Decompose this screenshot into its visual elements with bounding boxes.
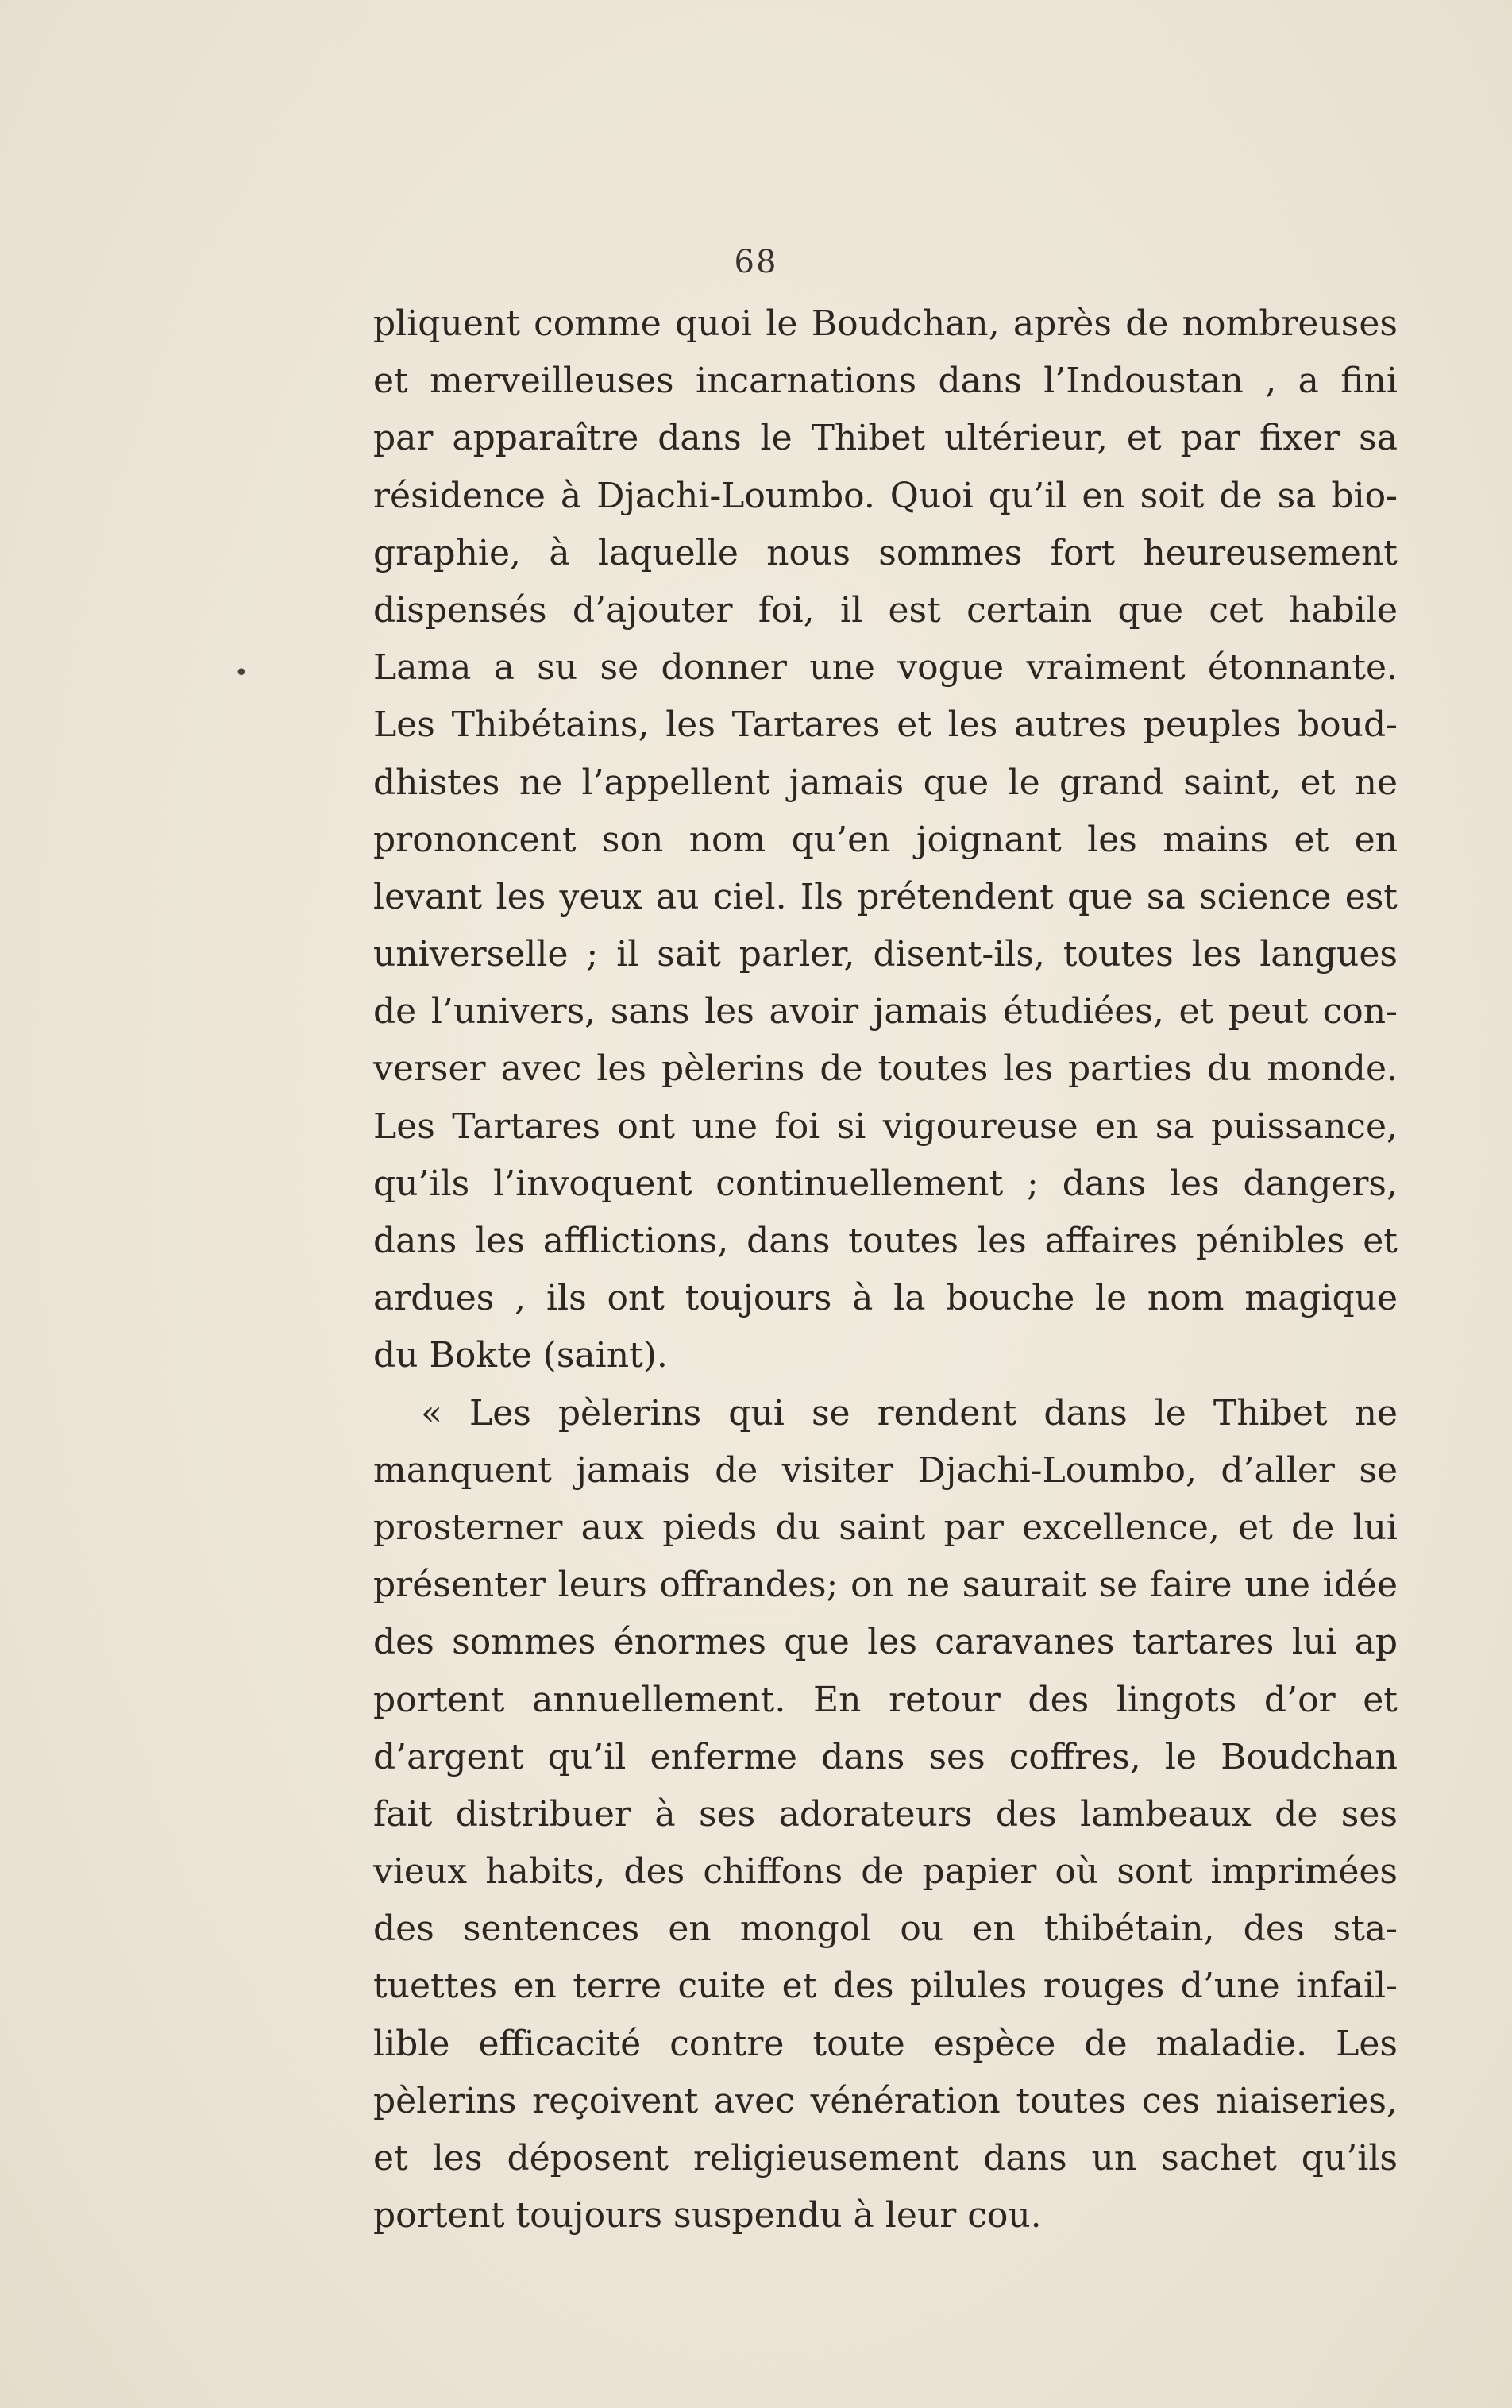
text-line: de l’univers, sans les avoir jamais étudiées, et peut con- <box>373 991 1398 1032</box>
text-line: pèlerins reçoivent avec vénération toutes ces niaiseries, <box>373 2080 1398 2121</box>
text-line: tuettes en terre cuite et des pilules rouges d’une infail- <box>373 1966 1398 2007</box>
text-line: dhistes ne l’appellent jamais que le grand saint, et ne <box>373 762 1398 803</box>
margin-mark: • <box>234 659 249 687</box>
text-line: universelle ; il sait parler, disent-ils, toutes les langues <box>373 934 1398 975</box>
text-line: levant les yeux au ciel. Ils prétendent que sa science est <box>373 876 1398 917</box>
text-line: fait distribuer à ses adorateurs des lambeaux de ses <box>373 1793 1398 1835</box>
text-line: portent toujours suspendu à leur cou. <box>373 2195 1042 2236</box>
text-line: graphie, à laquelle nous sommes fort heureusement <box>373 532 1398 573</box>
text-line: prosterner aux pieds du saint par excellence, et de lui <box>373 1507 1398 1548</box>
text-line: des sommes énormes que les caravanes tartares lui ap <box>373 1622 1398 1663</box>
text-line: par apparaître dans le Thibet ultérieur, et par fixer sa <box>373 418 1398 459</box>
text-line: dans les afflictions, dans toutes les affaires pénibles et <box>373 1221 1398 1261</box>
text-line: des sentences en mongol ou en thibétain, des sta- <box>373 1908 1398 1950</box>
text-line: présenter leurs offrandes; on ne saurait se faire une idée <box>373 1565 1398 1606</box>
paragraph-2 <box>373 1385 1398 2245</box>
text-line: Lama a su se donner une vogue vraiment étonnante. <box>373 647 1398 689</box>
text-line: d’argent qu’il enferme dans ses coffres, le Boudchan <box>373 1736 1398 1777</box>
text-line: lible efficacité contre toute espèce de maladie. Les <box>373 2023 1398 2064</box>
text-line: prononcent son nom qu’en joignant les mains et en <box>373 819 1398 860</box>
text-line: et les déposent religieusement dans un sachet qu’ils <box>373 2138 1398 2178</box>
text-line: du Bokte (saint). <box>373 1335 668 1376</box>
text-line: dispensés d’ajouter foi, il est certain que cet habile <box>373 589 1398 631</box>
text-line: Les Thibétains, les Tartares et les autres peuples boud- <box>373 704 1398 746</box>
paragraph-1 <box>373 295 1398 1385</box>
text-line: ardues , ils ont toujours à la bouche le nom magique <box>373 1278 1398 1319</box>
text-line: pliquent comme quoi le Boudchan, après de nombreuses <box>373 303 1398 344</box>
text-line: verser avec les pèlerins de toutes les parties du monde. <box>373 1048 1398 1090</box>
text-line: Les Tartares ont une foi si vigoureuse en sa puissance, <box>373 1106 1398 1147</box>
page-number: 68 <box>734 244 778 280</box>
text-line: et merveilleuses incarnations dans l’Indoustan , a fini <box>373 361 1398 402</box>
text-line: portent annuellement. En retour des lingots d’or et <box>373 1679 1398 1720</box>
text-line: « Les pèlerins qui se rendent dans le Thibet ne <box>421 1392 1398 1434</box>
body-text <box>373 295 1398 2244</box>
text-line: qu’ils l’invoquent continuellement ; dans les dangers, <box>373 1163 1398 1204</box>
text-line: vieux habits, des chiffons de papier où sont imprimées <box>373 1851 1398 1893</box>
text-line: résidence à Djachi-Loumbo. Quoi qu’il en soit de sa bio- <box>373 475 1398 516</box>
text-line: manquent jamais de visiter Djachi-Loumbo, d’aller se <box>373 1449 1398 1491</box>
